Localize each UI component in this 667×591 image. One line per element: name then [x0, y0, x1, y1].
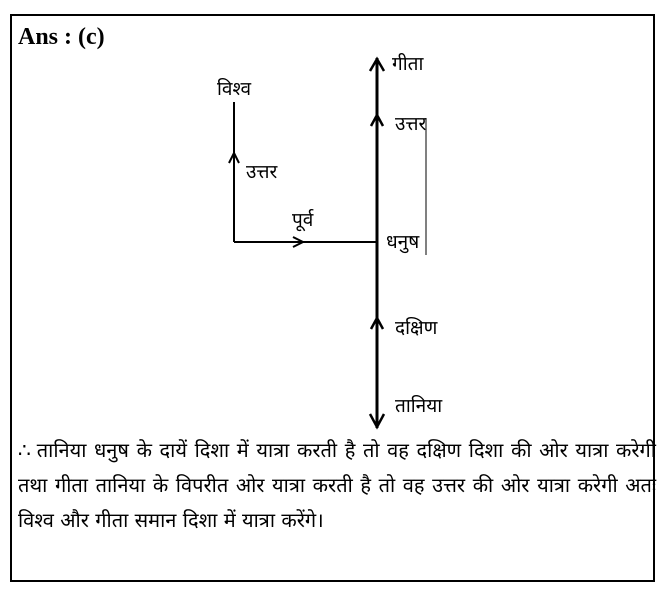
- explanation-text: तानिया धनुष के दायें दिशा में यात्रा करती है तो वह दक्षिण दिशा की ओर यात्रा करेगी तथा गीता तानिया के विपरीत ओर यात्रा करती है तो वह उत्तर की ओर यात्रा करेगी अतः विश्व और गीता समान दिशा में यात्रा करेंगे।: [18, 438, 656, 532]
- south-label: दक्षिण: [395, 317, 438, 339]
- taniya-label: तानिया: [395, 395, 443, 417]
- dhanush-label: धनुष: [386, 231, 420, 253]
- answer-label: Ans : (c): [18, 24, 105, 50]
- north-label-right: उत्तर: [395, 113, 427, 135]
- east-label: पूर्व: [292, 209, 314, 231]
- geeta-label: गीता: [392, 53, 424, 75]
- north-label-left: उत्तर: [246, 161, 278, 183]
- vishwa-label: विश्व: [217, 78, 252, 100]
- explanation-paragraph: [18, 433, 656, 538]
- therefore-symbol: ∴: [18, 438, 31, 462]
